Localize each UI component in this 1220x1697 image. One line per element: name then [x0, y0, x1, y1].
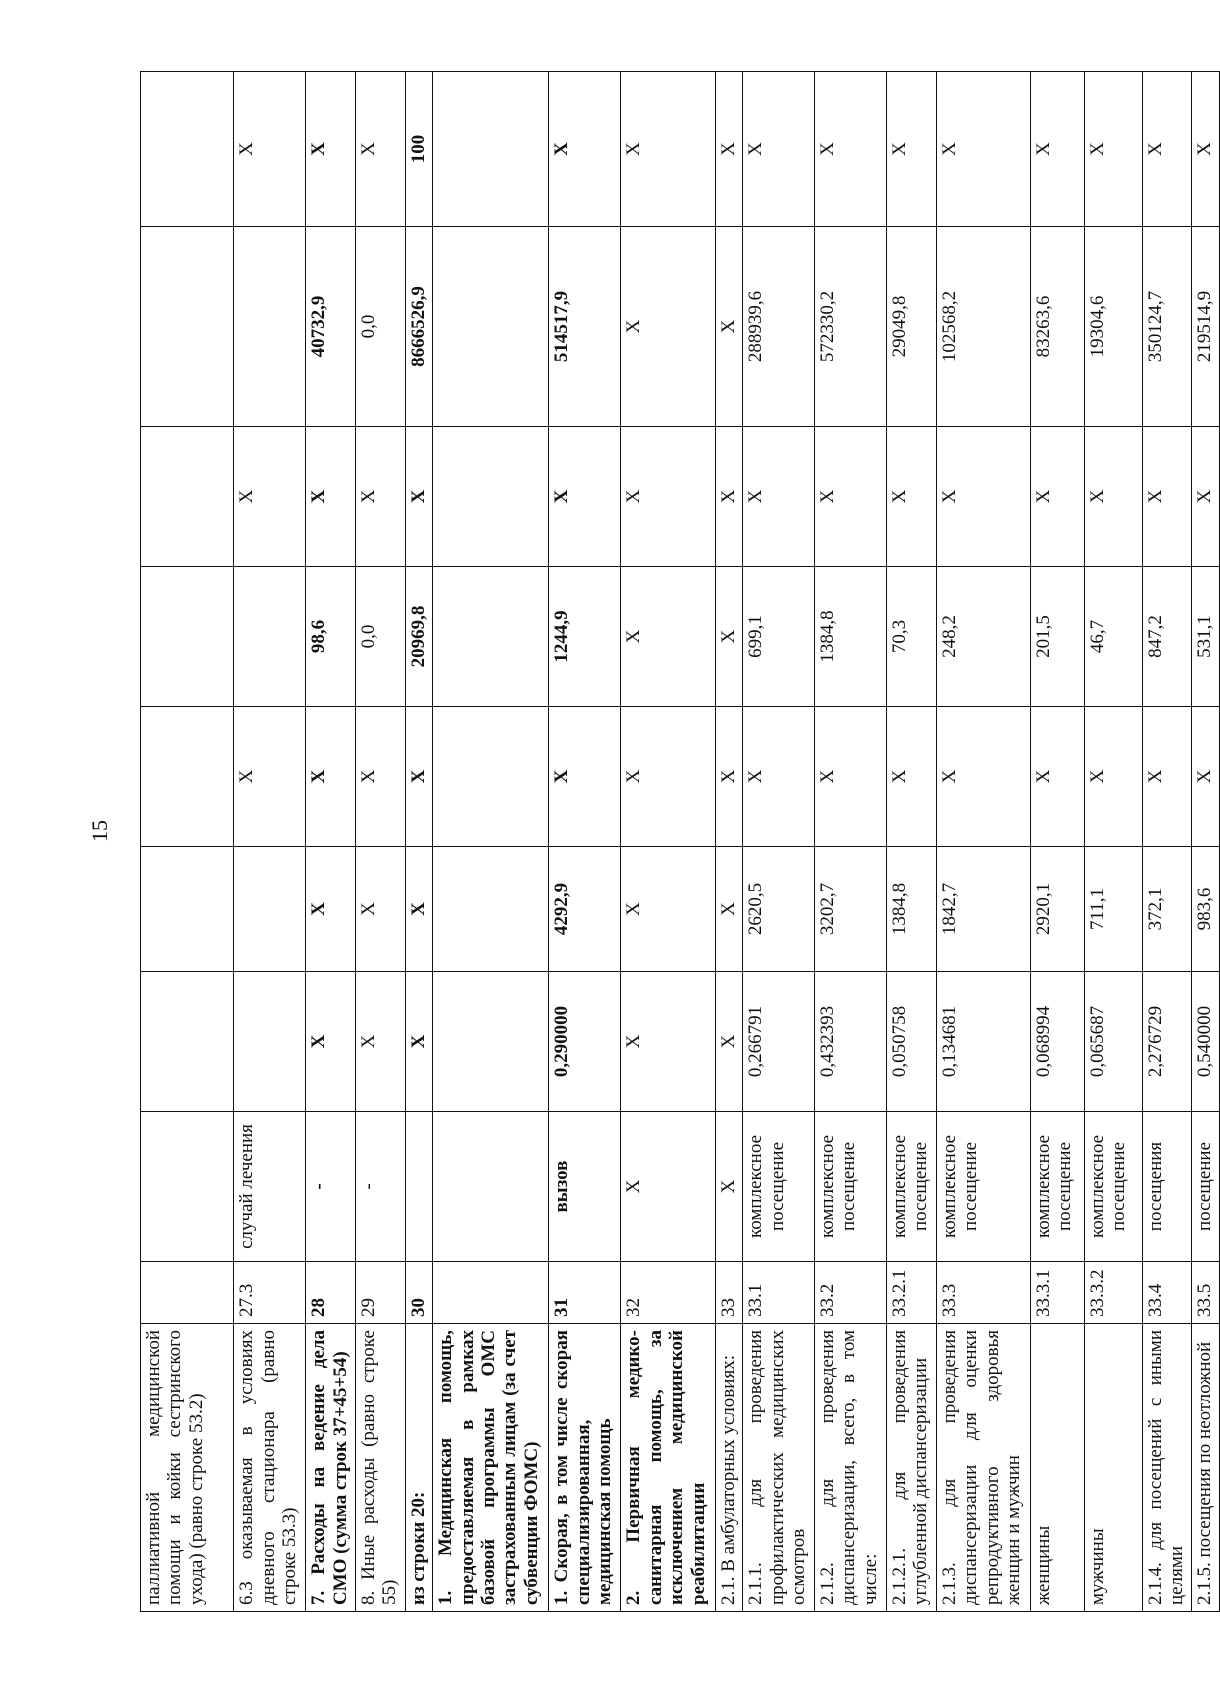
cell-c5: X — [234, 707, 306, 847]
row-label: 2.1.5. посещения по неотложной — [1192, 1324, 1220, 1612]
cell-c7: X — [355, 427, 405, 567]
table-row — [621, 72, 715, 1612]
row-unit — [433, 1112, 549, 1262]
cell-c6: 20969,8 — [405, 567, 432, 707]
cell-c3: 0,432393 — [815, 972, 887, 1112]
row-code — [141, 1262, 234, 1324]
cell-c5: X — [621, 707, 715, 847]
cell-c5: X — [743, 707, 815, 847]
cell-c3: 0,266791 — [743, 972, 815, 1112]
cell-c3: 0,134681 — [936, 972, 1030, 1112]
row-code: 31 — [549, 1262, 621, 1324]
cell-c8 — [433, 227, 549, 427]
cell-c9: X — [815, 72, 887, 227]
cell-c7: X — [405, 427, 432, 567]
cell-c4: X — [355, 847, 405, 972]
cell-c8 — [141, 227, 234, 427]
row-label: 1. Скорая, в том числе скорая специализированная, медицинская помощь — [549, 1324, 621, 1612]
cell-c8: 288939,6 — [743, 227, 815, 427]
cell-c5 — [141, 707, 234, 847]
row-unit: случай лечения — [234, 1112, 306, 1262]
cell-c9: X — [1030, 72, 1084, 227]
row-unit: посещение — [1192, 1112, 1220, 1262]
cell-c8: 83263,6 — [1030, 227, 1084, 427]
row-label: 2.1.4. для посещений с иными целями — [1142, 1324, 1192, 1612]
cell-c3: 2,276729 — [1142, 972, 1192, 1112]
table-row — [1142, 72, 1192, 1612]
row-unit: комплексное посещение — [815, 1112, 887, 1262]
cell-c8: 19304,6 — [1084, 227, 1142, 427]
cell-c9: X — [1084, 72, 1142, 227]
cell-c4: 711,1 — [1084, 847, 1142, 972]
row-code: 33.5 — [1192, 1262, 1220, 1324]
row-code — [433, 1262, 549, 1324]
cell-c3 — [234, 972, 306, 1112]
cell-c3: 0,290000 — [549, 972, 621, 1112]
cell-c6: X — [621, 567, 715, 707]
row-unit — [141, 1112, 234, 1262]
cell-c9: X — [1192, 72, 1220, 227]
cell-c7: X — [234, 427, 306, 567]
cell-c7 — [141, 427, 234, 567]
table-row — [743, 72, 815, 1612]
cell-c7: X — [306, 427, 356, 567]
row-label: из строки 20: — [405, 1324, 432, 1612]
cell-c6: 201,5 — [1030, 567, 1084, 707]
cell-c6: 0,0 — [355, 567, 405, 707]
cell-c6: 46,7 — [1084, 567, 1142, 707]
cell-c6: 699,1 — [743, 567, 815, 707]
row-code: 33.2 — [815, 1262, 887, 1324]
cell-c9: X — [715, 72, 742, 227]
cell-c8: 350124,7 — [1142, 227, 1192, 427]
cell-c3: X — [355, 972, 405, 1112]
cell-c5: X — [715, 707, 742, 847]
row-label: мужчины — [1084, 1324, 1142, 1612]
table-row — [355, 72, 405, 1612]
cell-c3: 0,540000 — [1192, 972, 1220, 1112]
cell-c8: 514517,9 — [549, 227, 621, 427]
cell-c7: X — [715, 427, 742, 567]
cell-c6: 98,6 — [306, 567, 356, 707]
row-code: 33.1 — [743, 1262, 815, 1324]
cell-c3: 0,050758 — [886, 972, 936, 1112]
rotated-table-wrapper — [140, 72, 1220, 1612]
cell-c9: 100 — [405, 72, 432, 227]
row-label: 2.1. В амбулаторных условиях: — [715, 1324, 742, 1612]
row-code: 27.3 — [234, 1262, 306, 1324]
row-code: 33.3.1 — [1030, 1262, 1084, 1324]
cell-c8: X — [715, 227, 742, 427]
cell-c6: X — [715, 567, 742, 707]
cell-c4: X — [405, 847, 432, 972]
row-code: 32 — [621, 1262, 715, 1324]
cell-c8: 0,0 — [355, 227, 405, 427]
cell-c8: X — [621, 227, 715, 427]
cell-c3: X — [306, 972, 356, 1112]
cell-c4: 3202,7 — [815, 847, 887, 972]
cell-c6: 1244,9 — [549, 567, 621, 707]
cell-c4 — [141, 847, 234, 972]
cell-c5: X — [1192, 707, 1220, 847]
table-row — [1030, 72, 1084, 1612]
cell-c9: X — [234, 72, 306, 227]
cell-c9 — [433, 72, 549, 227]
row-unit: X — [621, 1112, 715, 1262]
cell-c4: 1842,7 — [936, 847, 1030, 972]
row-code: 33.3 — [936, 1262, 1030, 1324]
cell-c4: 372,1 — [1142, 847, 1192, 972]
row-unit: комплексное посещение — [743, 1112, 815, 1262]
row-label: 1. Медицинская помощь, предоставляемая в рамках базовой программы ОМС застрахованным лицам (за счет субвенции ФОМС) — [433, 1324, 549, 1612]
row-code: 33.3.2 — [1084, 1262, 1142, 1324]
table-row — [815, 72, 887, 1612]
cell-c9: X — [936, 72, 1030, 227]
row-unit: комплексное посещение — [936, 1112, 1030, 1262]
row-code: 33 — [715, 1262, 742, 1324]
cell-c8: 8666526,9 — [405, 227, 432, 427]
cell-c5: X — [355, 707, 405, 847]
cell-c5: X — [1142, 707, 1192, 847]
cell-c4: 983,6 — [1192, 847, 1220, 972]
cell-c6: 1384,8 — [815, 567, 887, 707]
cell-c8: 40732,9 — [306, 227, 356, 427]
cell-c3: 0,068994 — [1030, 972, 1084, 1112]
cell-c7: X — [1142, 427, 1192, 567]
cell-c5: X — [306, 707, 356, 847]
table-row — [306, 72, 356, 1612]
cell-c6 — [433, 567, 549, 707]
cell-c8: 102568,2 — [936, 227, 1030, 427]
cell-c5: X — [936, 707, 1030, 847]
cell-c6: 248,2 — [936, 567, 1030, 707]
cell-c5: X — [1084, 707, 1142, 847]
cell-c8: 572330,2 — [815, 227, 887, 427]
cell-c7 — [433, 427, 549, 567]
cell-c9: X — [355, 72, 405, 227]
row-label: паллиативной медицинской помощи и койки сестринского ухода) (равно строке 53.2) — [141, 1324, 234, 1612]
row-unit: вызов — [549, 1112, 621, 1262]
row-code: 28 — [306, 1262, 356, 1324]
cell-c5: X — [886, 707, 936, 847]
page-number: 15 — [87, 820, 112, 842]
row-unit: комплексное посещение — [886, 1112, 936, 1262]
cell-c6: 847,2 — [1142, 567, 1192, 707]
row-label: 7. Расходы на ведение дела СМО (сумма строк 37+45+54) — [306, 1324, 356, 1612]
cell-c9: X — [743, 72, 815, 227]
cell-c7: X — [1030, 427, 1084, 567]
cell-c7: X — [815, 427, 887, 567]
row-label: 2.1.2.1. для проведения углубленной диспансеризации — [886, 1324, 936, 1612]
row-unit: комплексное посещение — [1084, 1112, 1142, 1262]
cell-c3 — [433, 972, 549, 1112]
cell-c4 — [433, 847, 549, 972]
cell-c6: 531,1 — [1192, 567, 1220, 707]
cell-c4: 2920,1 — [1030, 847, 1084, 972]
row-unit — [405, 1112, 432, 1262]
cell-c4: 2620,5 — [743, 847, 815, 972]
row-label: 6.3 оказываемая в условиях дневного стационара (равно строке 53.3) — [234, 1324, 306, 1612]
row-unit: комплексное посещение — [1030, 1112, 1084, 1262]
cell-c7: X — [549, 427, 621, 567]
row-unit: - — [355, 1112, 405, 1262]
table-row — [141, 72, 234, 1612]
cell-c8 — [234, 227, 306, 427]
row-label: 2.1.1. для проведения профилактических медицинских осмотров — [743, 1324, 815, 1612]
financing-table — [140, 71, 1220, 1612]
table-row — [433, 72, 549, 1612]
row-code: 33.4 — [1142, 1262, 1192, 1324]
cell-c7: X — [886, 427, 936, 567]
table-row — [1192, 72, 1220, 1612]
cell-c8: 29049,8 — [886, 227, 936, 427]
cell-c5: X — [405, 707, 432, 847]
table-row — [234, 72, 306, 1612]
cell-c9: X — [1142, 72, 1192, 227]
cell-c4: 4292,9 — [549, 847, 621, 972]
cell-c7: X — [936, 427, 1030, 567]
table-row — [886, 72, 936, 1612]
row-code: 30 — [405, 1262, 432, 1324]
cell-c4: X — [715, 847, 742, 972]
cell-c6 — [234, 567, 306, 707]
cell-c3 — [141, 972, 234, 1112]
cell-c9: X — [306, 72, 356, 227]
cell-c4: 1384,8 — [886, 847, 936, 972]
cell-c9 — [141, 72, 234, 227]
cell-c3: 0,065687 — [1084, 972, 1142, 1112]
cell-c5 — [433, 707, 549, 847]
row-label: 2.1.3. для проведения диспансеризации для оценки репродуктивного здоровья женщин и мужчин — [936, 1324, 1030, 1612]
table-row — [549, 72, 621, 1612]
cell-c4: X — [306, 847, 356, 972]
cell-c5: X — [1030, 707, 1084, 847]
row-label: женщины — [1030, 1324, 1084, 1612]
cell-c4: X — [621, 847, 715, 972]
row-code: 29 — [355, 1262, 405, 1324]
row-unit: X — [715, 1112, 742, 1262]
row-label: 2.1.2. для проведения диспансеризации, всего, в том числе: — [815, 1324, 887, 1612]
table-row — [715, 72, 742, 1612]
cell-c8: 219514,9 — [1192, 227, 1220, 427]
cell-c4 — [234, 847, 306, 972]
row-label: 8. Иные расходы (равно строке 55) — [355, 1324, 405, 1612]
cell-c3: X — [405, 972, 432, 1112]
cell-c7: X — [1192, 427, 1220, 567]
cell-c7: X — [743, 427, 815, 567]
table-row — [1084, 72, 1142, 1612]
table-row — [936, 72, 1030, 1612]
row-unit: посещения — [1142, 1112, 1192, 1262]
cell-c9: X — [621, 72, 715, 227]
cell-c9: X — [549, 72, 621, 227]
cell-c6: 70,3 — [886, 567, 936, 707]
cell-c7: X — [621, 427, 715, 567]
row-code: 33.2.1 — [886, 1262, 936, 1324]
cell-c9: X — [886, 72, 936, 227]
cell-c3: X — [621, 972, 715, 1112]
cell-c3: X — [715, 972, 742, 1112]
table-row — [405, 72, 432, 1612]
cell-c5: X — [815, 707, 887, 847]
cell-c5: X — [549, 707, 621, 847]
cell-c7: X — [1084, 427, 1142, 567]
row-label: 2. Первичная медико-санитарная помощь, за исключением медицинской реабилитации — [621, 1324, 715, 1612]
cell-c6 — [141, 567, 234, 707]
row-unit: - — [306, 1112, 356, 1262]
